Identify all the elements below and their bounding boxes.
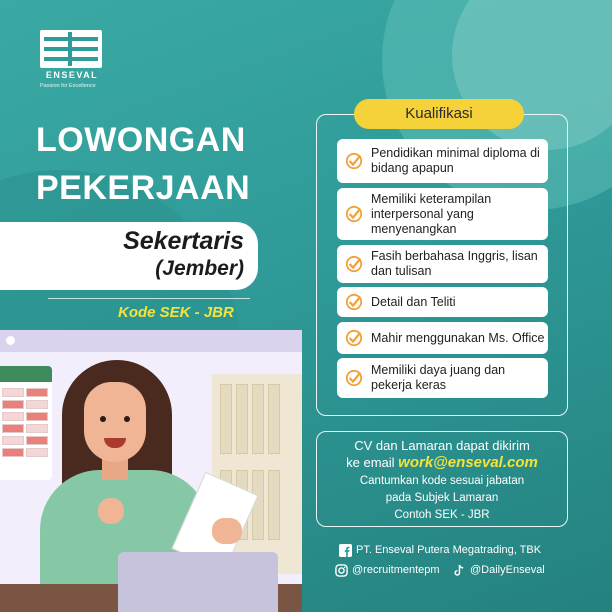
position-banner (0, 222, 258, 290)
spreadsheet-graphic (0, 366, 52, 480)
qualification-item (337, 188, 548, 240)
check-icon (345, 329, 363, 347)
check-icon (345, 293, 363, 311)
position-location: (Jember) (155, 257, 244, 280)
laptop-icon (118, 552, 278, 612)
position-name: Sekertaris (123, 227, 244, 255)
facebook-link[interactable] (338, 543, 541, 557)
divider (48, 298, 250, 299)
enseval-logo-icon (40, 30, 102, 68)
eye (124, 416, 130, 422)
contact-line-1: CV dan Lamaran dapat dikirim (354, 438, 530, 453)
qualification-text: Pendidikan minimal diploma di bidang apapun (371, 146, 540, 175)
tiktok-link[interactable] (452, 563, 545, 577)
qualification-item (337, 139, 548, 183)
instagram-label: @recruitmentepm (352, 564, 440, 576)
contact-line-5: Contoh SEK - JBR (394, 509, 490, 521)
qualification-item (337, 287, 548, 317)
page-title (36, 116, 250, 212)
title-line-2: PEKERJAAN (36, 169, 251, 207)
contact-line-4: pada Subjek Lamaran (385, 492, 499, 504)
check-icon (345, 205, 363, 223)
title-line-1: LOWONGAN (36, 121, 246, 159)
tiktok-icon (452, 563, 466, 577)
qualification-item (337, 322, 548, 354)
hand (212, 518, 242, 544)
email-link[interactable]: work@enseval.com (398, 454, 538, 471)
check-icon (345, 369, 363, 387)
logo-name: ENSEVAL (45, 70, 99, 80)
instagram-icon (334, 563, 348, 577)
company-logo (40, 30, 104, 89)
qualification-item (337, 245, 548, 283)
eye (100, 416, 106, 422)
qualification-text: Memiliki keterampilan interpersonal yang menyenangkan (371, 191, 492, 236)
logo-tagline: Passion for Excellence (40, 83, 96, 89)
contact-panel (316, 431, 568, 527)
hand (98, 498, 124, 524)
email-prefix: ke email (346, 455, 399, 470)
qualification-text: Mahir menggunakan Ms. Office (371, 330, 545, 345)
facebook-label: PT. Enseval Putera Megatrading, TBK (356, 544, 542, 556)
facebook-icon (338, 543, 352, 557)
qualification-text: Memiliki daya juang dan pekerja keras (371, 363, 506, 392)
contact-email-line (317, 454, 567, 472)
check-icon (345, 152, 363, 170)
qualification-text: Detail dan Teliti (371, 294, 456, 309)
tiktok-label: @DailyEnseval (470, 564, 545, 576)
office-illustration (0, 330, 302, 612)
check-icon (345, 255, 363, 273)
contact-line-3: Cantumkan kode sesuai jabatan (359, 475, 525, 487)
qualification-text: Fasih berbahasa Inggris, lisan dan tulisan (371, 249, 538, 278)
instagram-link[interactable] (334, 563, 440, 577)
woman-face (84, 382, 146, 462)
job-code: Kode SEK - JBR (118, 304, 234, 321)
qualifications-title: Kualifikasi (354, 99, 524, 129)
qualification-item (337, 358, 548, 398)
